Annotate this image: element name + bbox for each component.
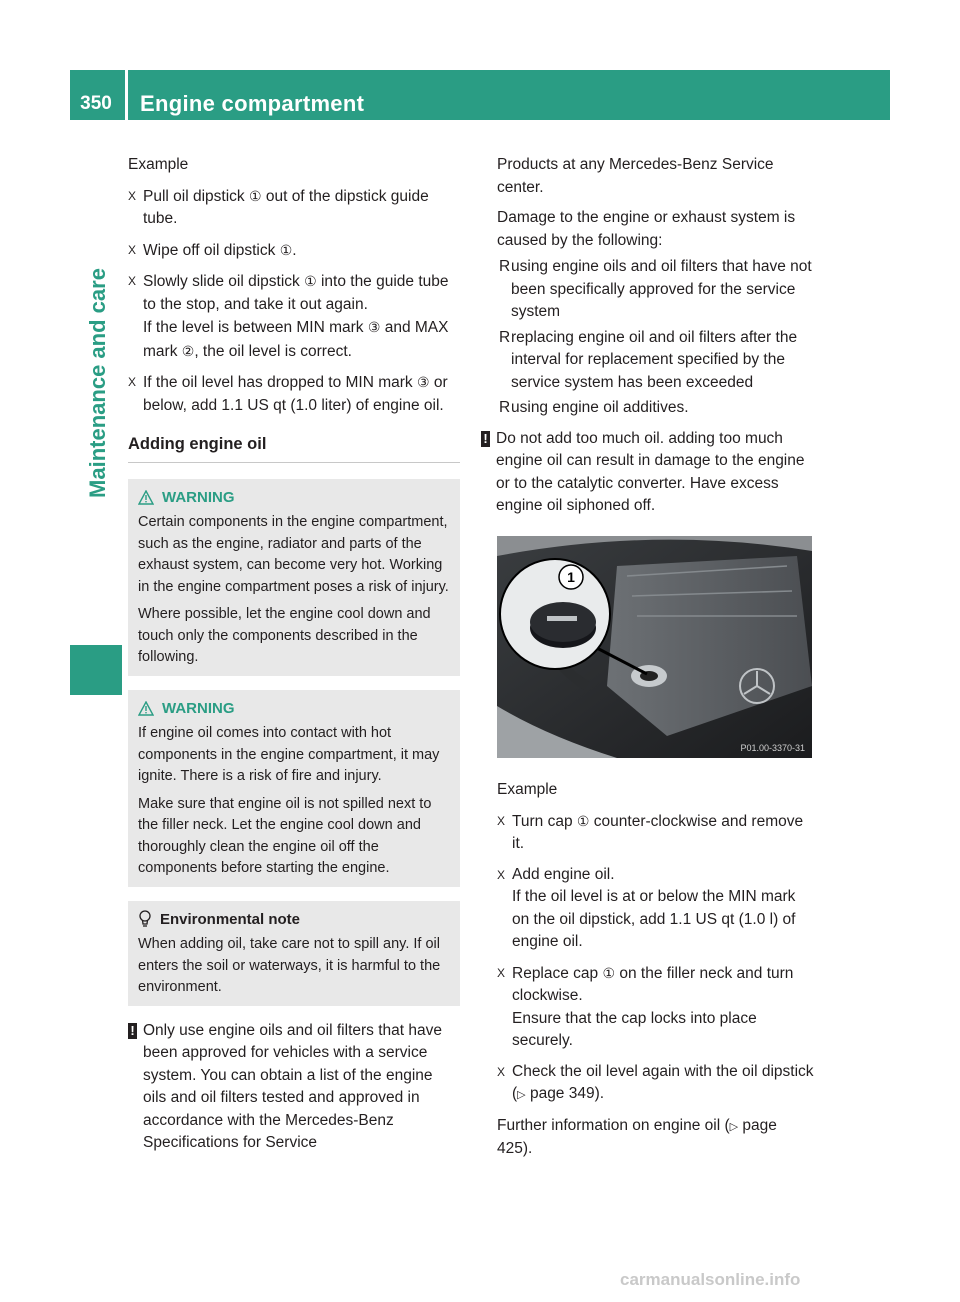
arrow-icon: X: [128, 242, 137, 257]
warning-title: WARNING: [162, 699, 235, 717]
callout-ref: ③: [367, 319, 381, 335]
step-add-oil: X If the oil level has dropped to MIN mark ③ or below, add 1.1 US qt (1.0 liter) of engine oil.: [128, 371, 460, 417]
callout-ref: ①: [248, 187, 262, 204]
warning-box-hot-components: [128, 479, 460, 676]
continued-text: Products at any Mercedes-Benz Service center.: [497, 156, 774, 196]
right-column: [483, 154, 815, 1161]
example-label: Example: [497, 781, 558, 798]
warning-text: Certain components in the engine compartment, such as the engine, radiator and parts of the exhaust system, can become very hot. Working in the engine compartment poses a risk of injury.: [138, 514, 449, 595]
page-number: 350: [80, 93, 112, 114]
engine-compartment-photo: [497, 536, 812, 758]
warning-text: Make sure that engine oil is not spilled next to the filler neck. Let the engine cool down and thoroughly clean the engine oil off the components before starting the engine.: [138, 795, 432, 876]
section-title: Engine compartment: [140, 91, 365, 116]
step-slide-dipstick: X Slowly slide oil dipstick ① into the guide tube to the stop, and take it out again. If the level is between MIN mark ③ and MAX mark ②, the oil level is correct.: [128, 270, 460, 363]
bullet-icon: R: [499, 258, 511, 275]
environmental-note-title: Environmental note: [160, 910, 301, 928]
arrow-icon: X: [497, 813, 506, 828]
step-turn-cap: X Turn cap ① counter-clockwise and remove it.: [497, 810, 815, 856]
callout-ref: ①: [304, 273, 317, 289]
lightbulb-icon: [138, 910, 152, 928]
warning-text: If engine oil comes into contact with hot components in the engine compartment, it may ignite. There is a risk of fire and injury.: [138, 725, 440, 784]
arrow-icon: X: [497, 1064, 506, 1079]
warning-title: WARNING: [162, 488, 235, 506]
arrow-icon: X: [497, 867, 506, 882]
callout-ref: ①: [576, 812, 590, 829]
list-item: R using engine oil additives.: [497, 397, 815, 420]
damage-intro: Damage to the engine or exhaust system is caused by the following:: [497, 209, 796, 249]
example-label: Example: [128, 156, 189, 173]
bullet-icon: R: [499, 399, 511, 416]
callout-ref: ①: [602, 964, 616, 981]
photo-code: P01.00-3370-31: [740, 742, 805, 753]
notice-too-much-oil: ! Do not add too much oil. adding too much engine oil can result in damage to the engine or to the catalytic converter. Have excess engine oil siphoned off.: [481, 428, 815, 518]
bullet-icon: R: [499, 328, 511, 346]
callout-ref: ②: [181, 342, 195, 359]
notice-approved-oils: ! Only use engine oils and oil filters that have been approved for vehicles with a service system. You can obtain a list of the engine oils and oil filters tested and approved in accordance with the Mercedes-Benz Specifications for Service: [128, 1020, 460, 1155]
environmental-note-text: When adding oil, take care not to spill any. If oil enters the soil or waterways, it is harmful to the environment.: [138, 936, 441, 995]
page-ref-link[interactable]: ▷: [517, 1089, 526, 1101]
step-add-engine-oil: X Add engine oil. If the oil level is at or below the MIN mark on the oil dipstick, add 1.1 US qt (1.0 l) of engine oil.: [497, 865, 796, 950]
side-tab-label: Maintenance and care: [85, 267, 110, 498]
step-replace-cap: X Replace cap ① on the filler neck and turn clockwise. Ensure that the cap locks into place securely.: [497, 962, 815, 1053]
header-divider: [125, 70, 128, 120]
exclamation-icon: !: [481, 431, 490, 447]
arrow-icon: X: [128, 188, 137, 203]
warning-triangle-icon: [138, 701, 154, 716]
list-item: R using engine oils and oil filters that have not been specifically approved for the service system: [499, 258, 812, 320]
warning-text: Where possible, let the engine cool down and touch only the components described in the following.: [138, 606, 431, 665]
step-pull-dipstick: X Pull oil dipstick ① out of the dipstick guide tube.: [128, 185, 460, 231]
list-item: R replacing engine oil and oil filters after the interval for replacement specified by the service system has been exceeded: [499, 328, 798, 391]
callout-ref: ③: [416, 374, 430, 390]
exclamation-icon: !: [128, 1023, 137, 1039]
photo-callout-number: 1: [567, 568, 575, 585]
section-heading: Adding engine oil: [128, 433, 460, 463]
side-tab: [84, 120, 112, 645]
warning-triangle-icon: [138, 490, 154, 505]
page-ref-link[interactable]: ▷: [729, 1120, 739, 1133]
step-check-oil-level: X Check the oil level again with the oil dipstick (▷ page 349).: [497, 1062, 814, 1102]
arrow-icon: X: [128, 274, 137, 288]
arrow-icon: X: [497, 965, 506, 980]
further-info: Further information on engine oil (▷ page 425).: [497, 1116, 777, 1157]
callout-ref: ①: [279, 241, 293, 258]
warning-box-oil-fire: [128, 690, 460, 887]
side-tab-block: [70, 645, 122, 695]
environmental-note-box: [128, 901, 460, 1006]
step-wipe-dipstick: X Wipe off oil dipstick ①.: [128, 239, 460, 263]
arrow-icon: X: [128, 375, 137, 389]
left-column: [128, 154, 460, 1165]
watermark: carmanualsonline.info: [620, 1270, 801, 1289]
